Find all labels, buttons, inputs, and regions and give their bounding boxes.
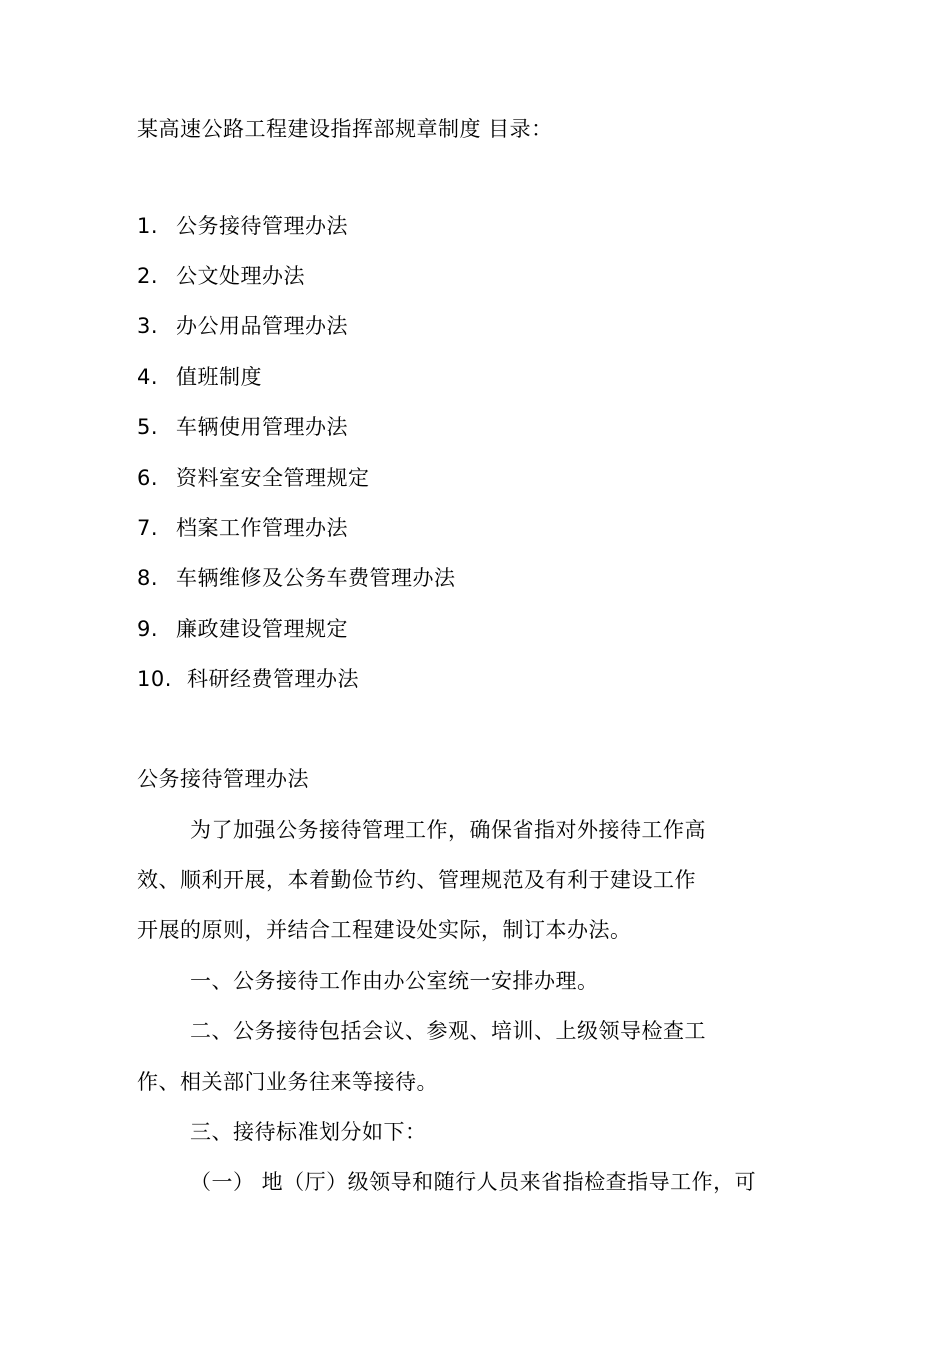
- body-line: 二、公务接待包括会议、参观、培训、上级领导检查工: [190, 1019, 706, 1043]
- toc-item-label: 资料室安全管理规定: [176, 466, 370, 490]
- toc-item-number: 9.: [137, 617, 159, 641]
- toc-item: [137, 312, 348, 340]
- toc-item-number: 1.: [137, 214, 159, 238]
- toc-item: [137, 665, 359, 693]
- toc-item-number: 6.: [137, 466, 159, 490]
- body-line: （一） 地（厅）级领导和随行人员来省指检查指导工作，可: [190, 1170, 757, 1194]
- toc-item: [137, 413, 348, 441]
- toc-item-label: 车辆维修及公务车费管理办法: [176, 566, 456, 590]
- toc-item-label: 值班制度: [176, 365, 262, 389]
- toc-item-label: 办公用品管理办法: [176, 314, 348, 338]
- toc-item-number: 5.: [137, 415, 159, 439]
- body-line: 一、公务接待工作由办公室统一安排办理。: [190, 969, 599, 993]
- toc-item-number: 2.: [137, 264, 159, 288]
- section-heading: 公务接待管理办法: [137, 767, 309, 791]
- toc-item-label: 公务接待管理办法: [176, 214, 348, 238]
- body-line: 为了加强公务接待管理工作，确保省指对外接待工作高: [190, 818, 706, 842]
- toc-item-number: 8.: [137, 566, 159, 590]
- body-line: 效、顺利开展，本着勤俭节约、管理规范及有利于建设工作: [137, 868, 696, 892]
- body-line: 开展的原则，并结合工程建设处实际，制订本办法。: [137, 918, 632, 942]
- toc-item-number: 4.: [137, 365, 159, 389]
- toc-item-label: 档案工作管理办法: [176, 516, 348, 540]
- toc-item: [137, 363, 262, 391]
- toc-item-number: 3.: [137, 314, 159, 338]
- toc-item: [137, 262, 305, 290]
- toc-item: [137, 564, 456, 592]
- toc-item-label: 科研经费管理办法: [187, 667, 359, 691]
- toc-item: [137, 464, 370, 492]
- toc-item: [137, 212, 348, 240]
- toc-item-label: 车辆使用管理办法: [176, 415, 348, 439]
- body-line: 作、相关部门业务往来等接待。: [137, 1070, 438, 1094]
- toc-item-label: 廉政建设管理规定: [176, 617, 348, 641]
- toc-item-number: 10.: [137, 667, 172, 691]
- document-title: 某高速公路工程建设指挥部规章制度 目录：: [137, 117, 553, 141]
- toc-item-number: 7.: [137, 516, 159, 540]
- body-line: 三、接待标准划分如下：: [190, 1120, 427, 1144]
- toc-item: [137, 615, 348, 643]
- toc-item: [137, 514, 348, 542]
- toc-item-label: 公文处理办法: [176, 264, 305, 288]
